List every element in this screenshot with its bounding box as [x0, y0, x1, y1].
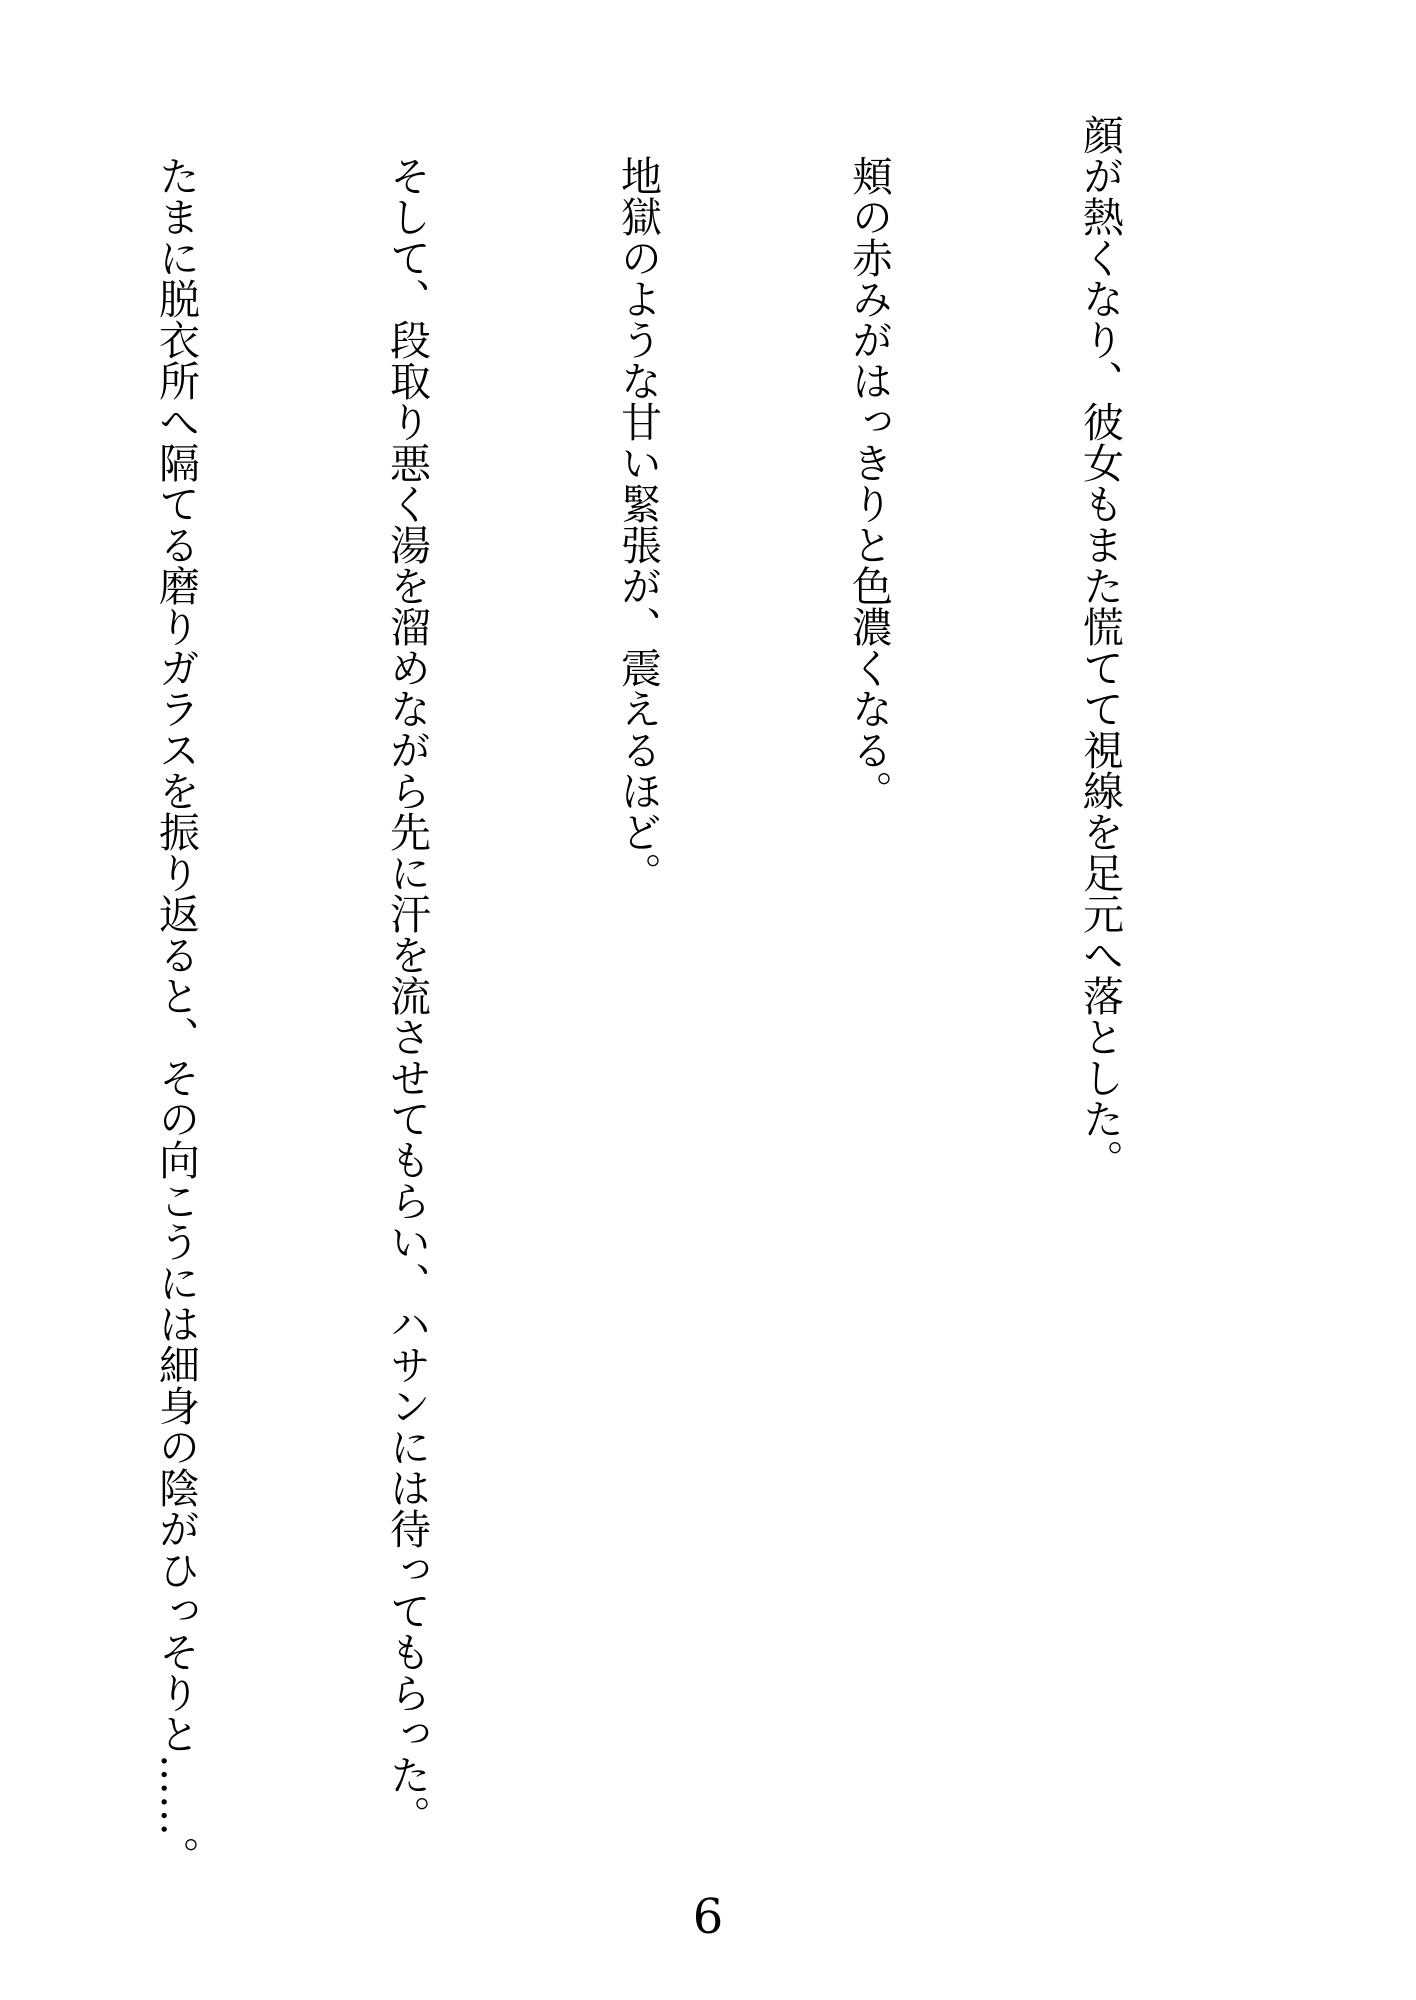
vertical-text-block — [0, 114, 1292, 1884]
text-line: 頬の赤みがはっきりと色濃くなる。 — [845, 114, 893, 811]
text-line: たまに脱衣所へ隔てる磨りガラスを振り返ると、その向こうには細身の陰がひっそりと……。 — [152, 114, 200, 1877]
page-number: 6 — [692, 1889, 724, 1945]
text-line: 地獄のような甘い緊張が、震えるほど。 — [614, 114, 662, 893]
text-line: そして、段取り悪く湯を溜めながら先に汗を流させてもらい、ハサンには待ってもらった。 — [383, 114, 431, 1836]
text-line: 顔が熱くなり、彼女もまた慌てて視線を足元へ落とした。 — [1076, 114, 1124, 1180]
